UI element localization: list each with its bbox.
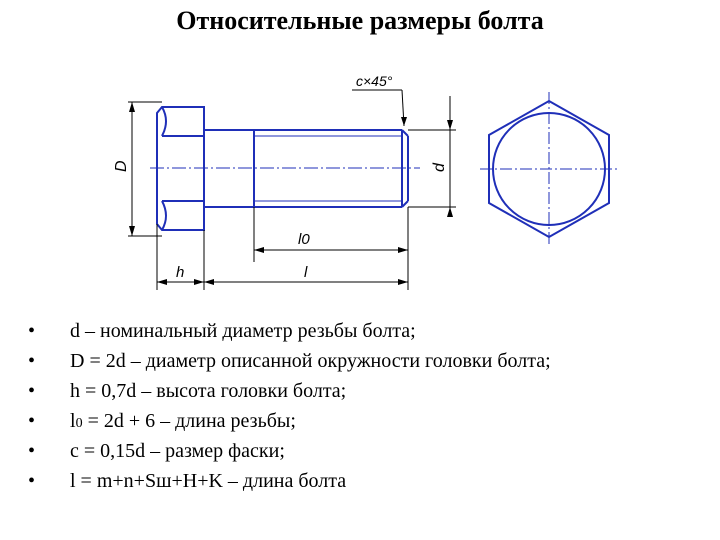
list-item: • c = 0,15d – размер фаски;: [28, 440, 285, 462]
D-label: D: [113, 160, 130, 172]
bullet-list: [28, 316, 551, 496]
list-item: • D = 2d – диаметр описанной окружности головки болта;: [28, 350, 551, 372]
hex-center-lines: [480, 92, 618, 246]
l-label: l: [304, 264, 308, 281]
page-title: Относительные размеры болта: [176, 6, 544, 35]
l0-label: l0: [298, 231, 310, 248]
list-item: • l = m+n+Sш+H+K – длина болта: [28, 470, 347, 492]
d-label: d: [431, 163, 448, 172]
list-item: • l0 = 2d + 6 – длина резьбы;: [28, 410, 296, 432]
list-item: • d – номинальный диаметр резьбы болта;: [28, 320, 416, 342]
h-label: h: [176, 264, 185, 281]
list-item: • h = 0,7d – высота головки болта;: [28, 380, 347, 402]
chamfer-label: c×45°: [356, 73, 393, 89]
